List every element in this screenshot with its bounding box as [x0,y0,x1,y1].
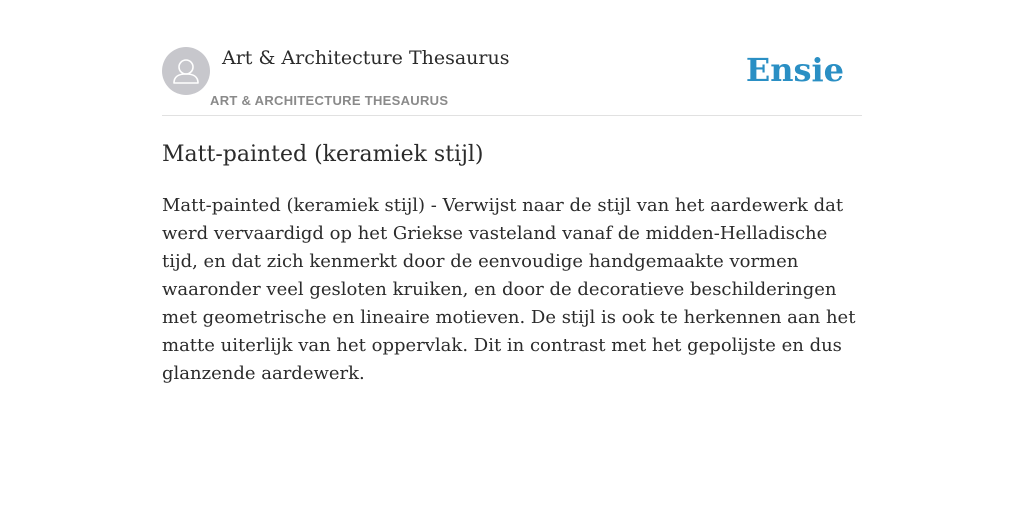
source-label[interactable]: ART & ARCHITECTURE THESAURUS [210,93,449,108]
header [162,46,862,116]
definition-text: Matt-painted (keramiek stijl) - Verwijst naar de stijl van het aardewerk dat werd vervaardigd op het Griekse vasteland vanaf de midden-Helladische tijd, en dat zich kenmerkt door de eenvoudige handgemaakte vormen waaronder veel gesloten kruiken, en door de decoratieve beschilderingen met geometrische en lineaire motieven. De stijl is ook te herkennen aan het matte uiterlijk van het oppervlak. Dit in contrast met het gepolijste en dus glanzende aardewerk. [162,195,856,384]
avatar[interactable] [162,47,210,95]
author-name[interactable]: Art & Architecture Thesaurus [222,47,510,69]
page-title: Matt-painted (keramiek stijl) [162,142,484,167]
ensie-logo[interactable]: Ensie [745,51,844,89]
user-silhouette-icon [162,47,210,95]
